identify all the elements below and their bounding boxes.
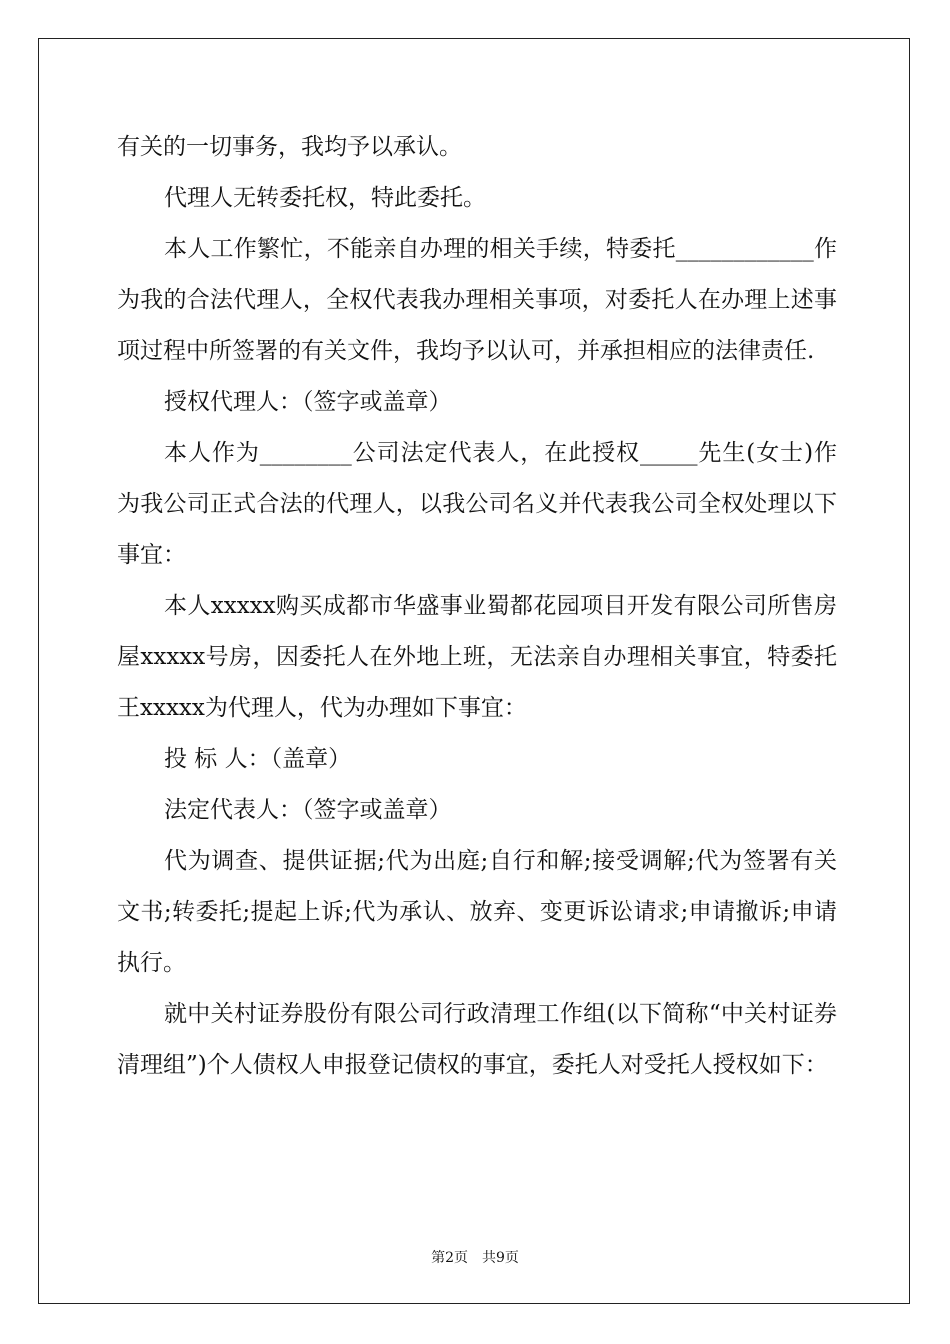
paragraph: 有关的一切事务，我均予以承认。 (117, 134, 462, 160)
document-body (117, 122, 837, 1091)
paragraph: 法定代表人：（签字或盖章） (164, 797, 452, 823)
paragraph: 本人工作繁忙，不能亲自办理的相关手续，特委托____________作为我的合法代理人，全权代表我办理相关事项，对委托人在办理上述事项过程中所签署的有关文件，我均予以认可，并承担相应的法律责任. (117, 236, 837, 364)
paragraph: 投 标 人：（盖章） (164, 746, 352, 772)
paragraph: 就中关村证券股份有限公司行政清理工作组(以下简称“中关村证券清理组”)个人债权人申报登记债权的事宜，委托人对受托人授权如下： (117, 1001, 837, 1078)
paragraph: 代为调查、提供证据;代为出庭;自行和解;接受调解;代为签署有关文书;转委托;提起上诉;代为承认、放弃、变更诉讼请求;申请撤诉;申请执行。 (117, 848, 837, 976)
paragraph: 本人xxxxx购买成都市华盛事业蜀都花园项目开发有限公司所售房屋xxxxx号房，因委托人在外地上班，无法亲自办理相关事宜，特委托王xxxxx为代理人，代为办理如下事宜： (117, 593, 837, 721)
page-number-footer: 第2页 共9页 (431, 1250, 519, 1266)
paragraph: 代理人无转委托权，特此委托。 (164, 185, 486, 211)
paragraph: 授权代理人：（签字或盖章） (164, 389, 452, 415)
paragraph: 本人作为________公司法定代表人，在此授权_____先生(女士)作为我公司正式合法的代理人，以我公司名义并代表我公司全权处理以下事宜： (117, 440, 837, 568)
